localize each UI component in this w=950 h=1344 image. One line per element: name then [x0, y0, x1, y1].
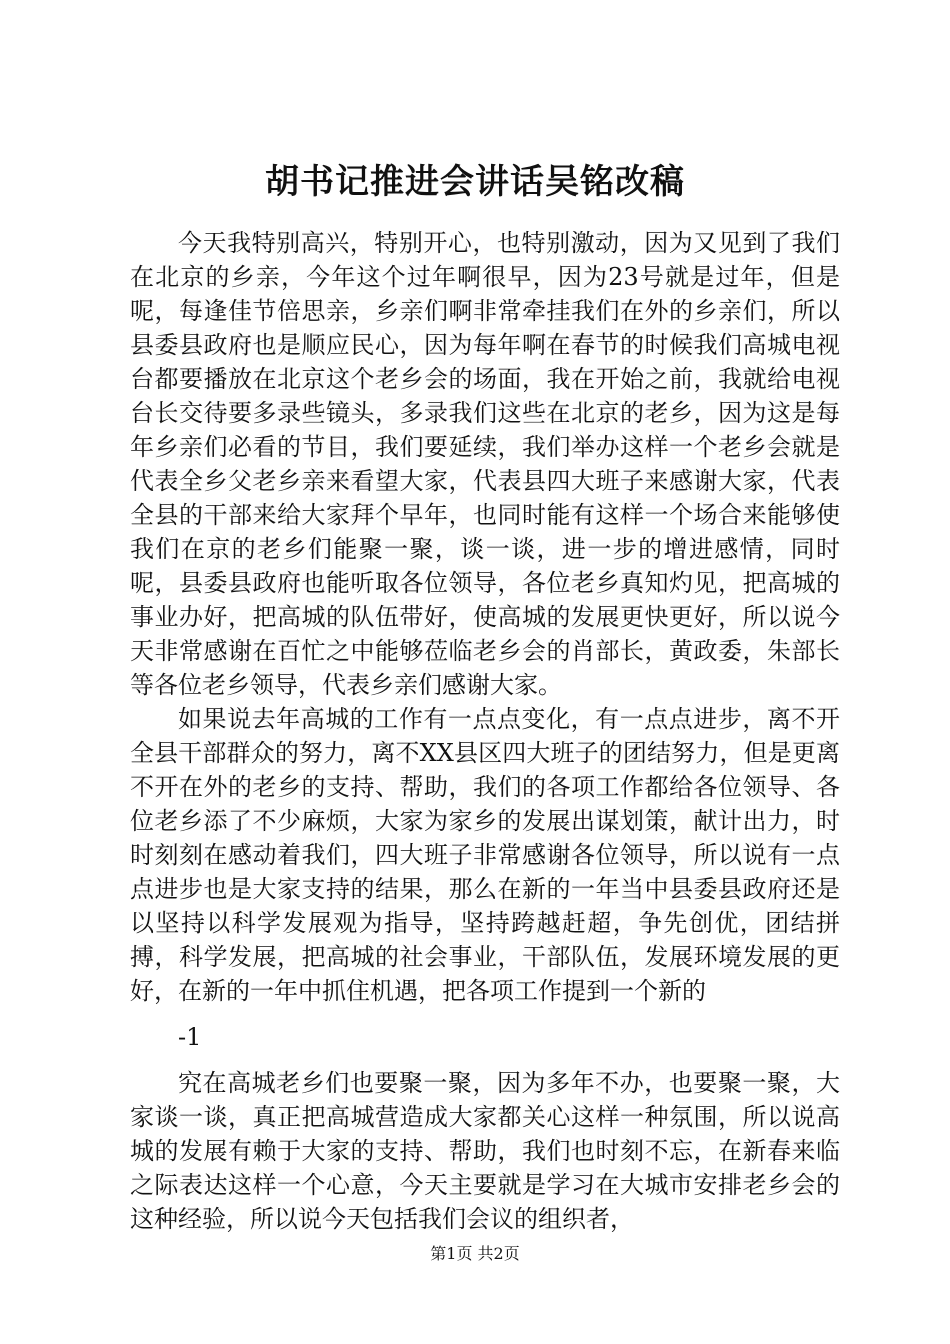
page-footer: 第1页 共2页 — [430, 1244, 520, 1263]
document-body — [130, 226, 840, 1236]
paragraph-continuation: 究在高城老乡们也要聚一聚，因为多年不办，也要聚一聚，大家谈一谈，真正把高城营造成大家都关心这样一种氛围，所以说高城的发展有赖于大家的支持、帮助，我们也时刻不忘，在新春来临之际表达这样一个心意，今天主要就是学习在大城市安排老乡会的这种经验，所以说今天包括我们会议的组织者， — [130, 1069, 840, 1233]
paragraph-2: 如果说去年高城的工作有一点点变化，有一点点进步，离不开全县干部群众的努力，离不XX县区四大班子的团结努力，但是更离不开在外的老乡的支持、帮助，我们的各项工作都给各位领导、各位老乡添了不少麻烦，大家为家乡的发展出谋划策，献计出力，时时刻刻在感动着我们，四大班子非常感谢各位领导，所以说有一点点进步也是大家支持的结果，那么在新的一年当中县委县政府还是以坚持以科学发展观为指导，坚持跨越赶超，争先创优，团结拼搏，科学发展，把高城的社会事业，干部队伍，发展环境发展的更好，在新的一年中抓住机遇，把各项工作提到一个新的 — [130, 705, 840, 1005]
document-title: 胡书记推进会讲话吴铭改稿 — [265, 162, 685, 202]
paragraph-1: 今天我特别高兴，特别开心，也特别激动，因为又见到了我们在北京的乡亲，今年这个过年啊很早，因为23号就是过年，但是呢，每逢佳节倍思亲，乡亲们啊非常牵挂我们在外的乡亲们，所以县委县政府也是顺应民心，因为每年啊在春节的时候我们高城电视台都要播放在北京这个老乡会的场面，我在开始之前，我就给电视台长交待要多录些镜头，多录我们这些在北京的老乡，因为这是每年乡亲们必看的节目，我们要延续，我们举办这样一个老乡会就是代表全乡父老乡亲来看望大家，代表县四大班子来感谢大家，代表全县的干部来给大家拜个早年，也同时能有这样一个场合来能够使我们在京的老乡们能聚一聚，谈一谈，进一步的增进感情，同时呢，县委县政府也能听取各位领导，各位老乡真知灼见，把高城的事业办好，把高城的队伍带好，使高城的发展更快更好，所以说今天非常感谢在百忙之中能够莅临老乡会的肖部长，黄政委，朱部长等各位老乡领导，代表乡亲们感谢大家。 — [130, 229, 840, 699]
page-number-marker: -1 — [178, 1023, 202, 1051]
